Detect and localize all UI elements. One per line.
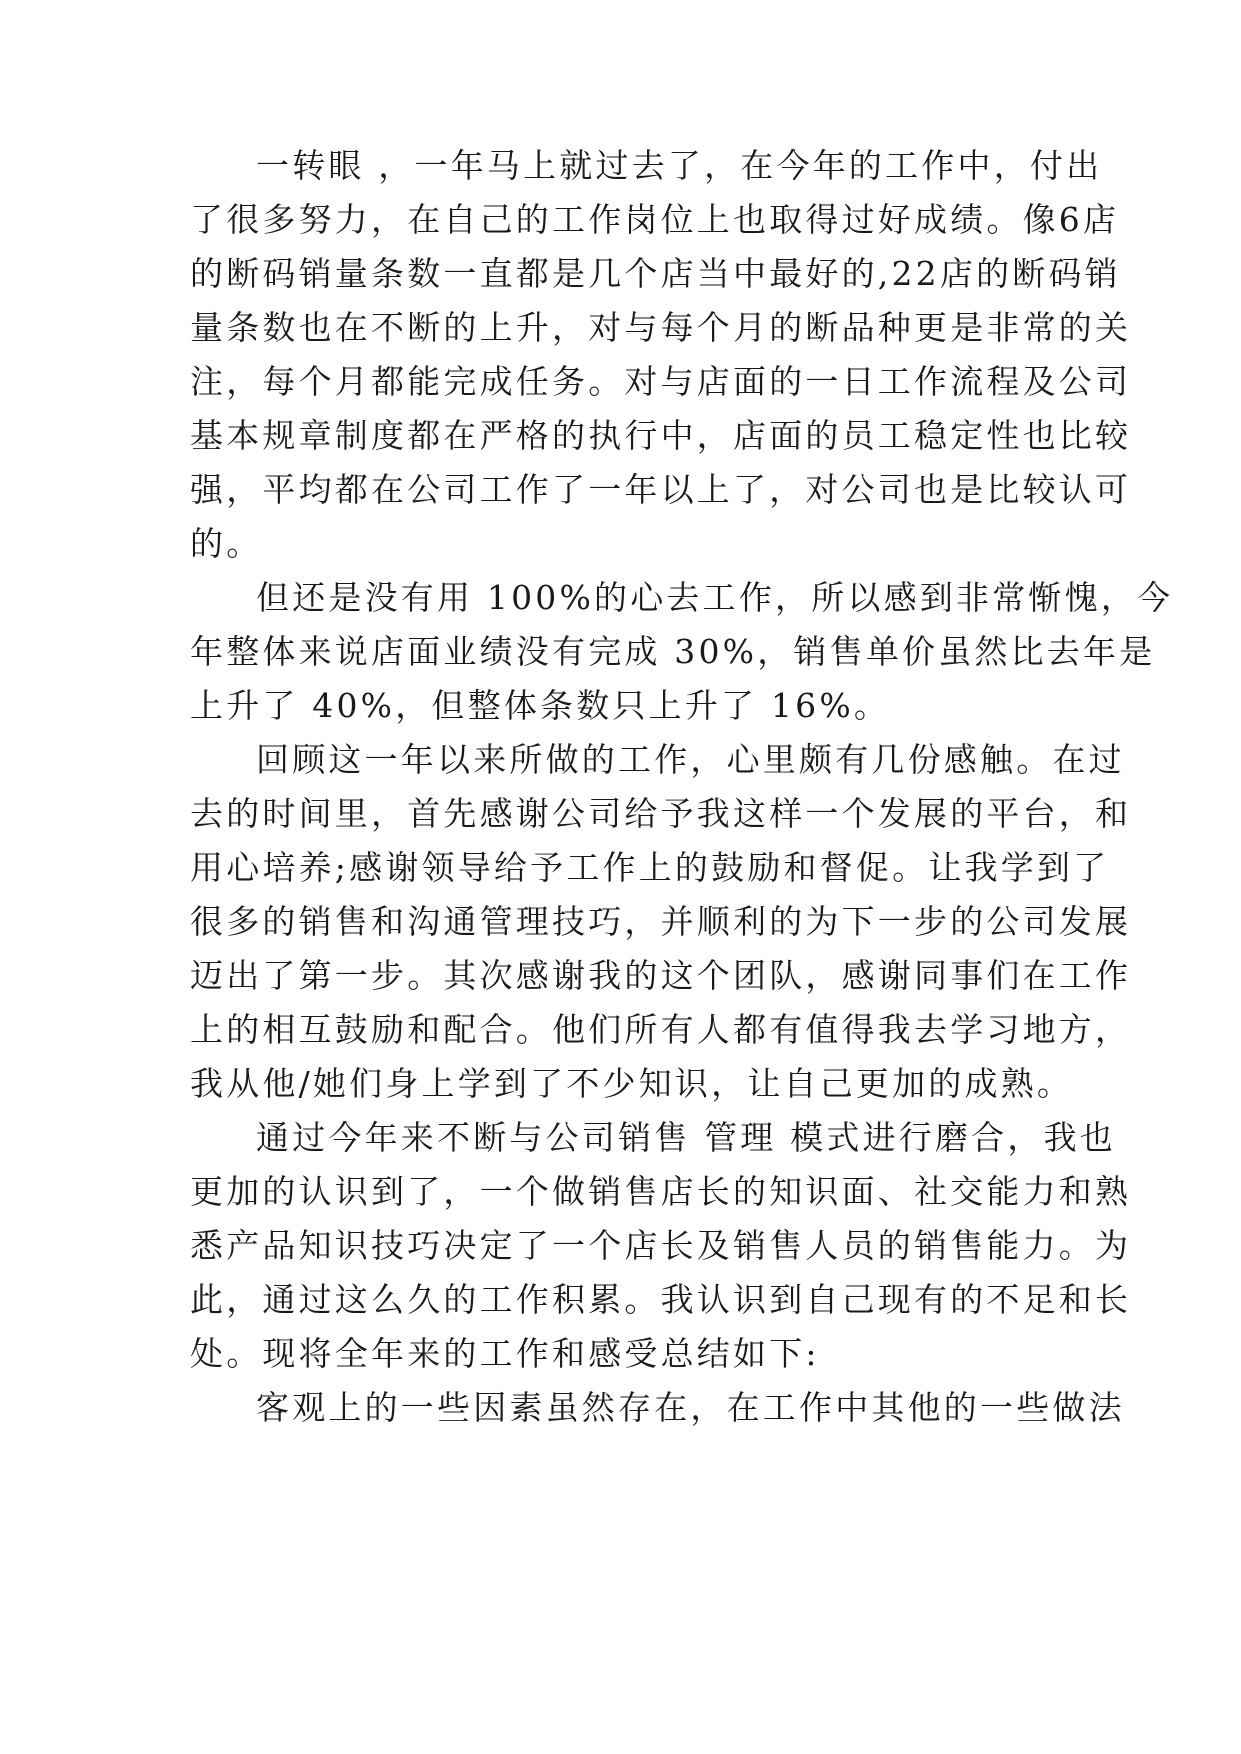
text-line: 通过今年来不断与公司销售 管理 模式进行磨合，我也: [256, 1118, 1116, 1157]
text-line: 的断码销量条数一直都是几个店当中最好的,22店的断码销: [190, 254, 1121, 293]
text-line: 我从他/她们身上学到了不少知识，让自己更加的成熟。: [190, 1064, 1074, 1103]
text-line: 悉产品知识技巧决定了一个店长及销售人员的销售能力。为: [190, 1226, 1132, 1265]
text-line: 了很多努力，在自己的工作岗位上也取得过好成绩。像6店: [190, 200, 1120, 239]
text-line: 用心培养;感谢领导给予工作上的鼓励和督促。让我学到了: [190, 848, 1110, 887]
text-line: 上的相互鼓励和配合。他们所有人都有值得我去学习地方，: [190, 1010, 1132, 1049]
text-line: 强，平均都在公司工作了一年以上了，对公司也是比较认可: [190, 470, 1132, 509]
text-line: 但还是没有用 100%的心去工作，所以感到非常惭愧，今: [256, 578, 1174, 617]
text-line: 迈出了第一步。其次感谢我的这个团队，感谢同事们在工作: [190, 956, 1132, 995]
text-line: 基本规章制度都在严格的执行中，店面的员工稳定性也比较: [190, 416, 1132, 455]
text-line: 处。现将全年来的工作和感受总结如下:: [190, 1334, 820, 1373]
text-line: 客观上的一些因素虽然存在，在工作中其他的一些做法: [256, 1388, 1125, 1427]
text-line: 更加的认识到了，一个做销售店长的知识面、社交能力和熟: [190, 1172, 1132, 1211]
text-line: 量条数也在不断的上升，对与每个月的断品种更是非常的关: [190, 308, 1132, 347]
text-line: 的。: [190, 524, 263, 563]
text-line: 此，通过这么久的工作积累。我认识到自己现有的不足和长: [190, 1280, 1132, 1319]
text-line: 回顾这一年以来所做的工作，心里颇有几份感触。在过: [256, 740, 1125, 779]
text-line: 上升了 40%，但整体条数只上升了 16%。: [190, 686, 891, 725]
text-line: 一转眼 ，一年马上就过去了，在今年的工作中，付出: [256, 146, 1103, 185]
text-line: 去的时间里，首先感谢公司给予我这样一个发展的平台，和: [190, 794, 1132, 833]
text-line: 很多的销售和沟通管理技巧，并顺利的为下一步的公司发展: [190, 902, 1132, 941]
text-line: 注，每个月都能完成任务。对与店面的一日工作流程及公司: [190, 362, 1132, 401]
text-line: 年整体来说店面业绩没有完成 30%，销售单价虽然比去年是: [190, 632, 1156, 671]
